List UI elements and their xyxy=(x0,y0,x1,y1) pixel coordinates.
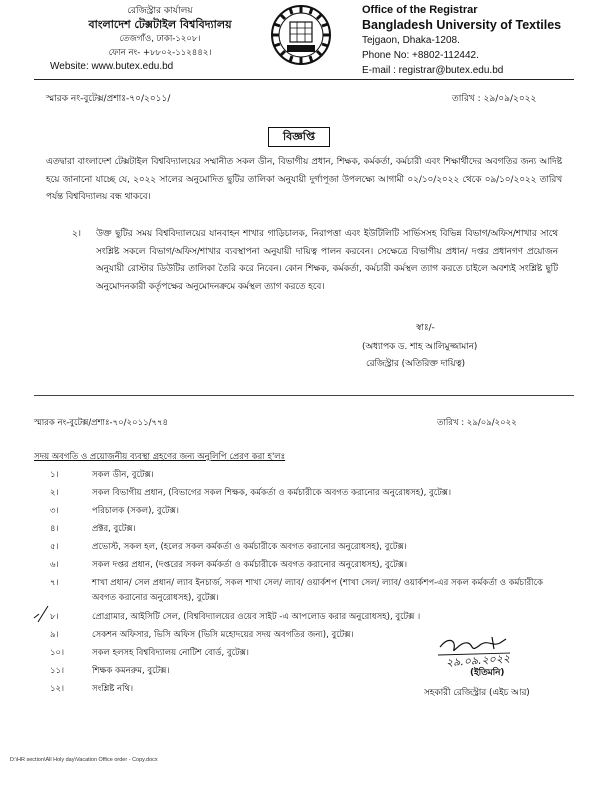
letterhead-english xyxy=(362,3,562,78)
tick-mark-icon xyxy=(32,604,50,624)
list-item-number: ১১। xyxy=(50,666,65,676)
list-item-text: শাখা প্রধান/ সেল প্রধান/ ল্যাব ইনচার্জ, সকল শাখা সেল/ ল্যাব/ ওয়ার্কশপ (শাখা সেল/ ল্যাব/ ওয়ার্কশপ-এর সকল কর্মকর্তা ও কর্মচারীকে অবগত করানোর অনুরোধসহ), বুটেক্স। xyxy=(92,578,543,603)
footer-file-path: D:\HR section\All Holy day\Vacation Office order - Copy.docx xyxy=(10,757,158,763)
list-item-text: সকল হলসহ বিশ্ববিদ্যালয় নোটিশ বোর্ড, বুটেক্স। xyxy=(92,648,249,658)
signature-mark: স্বাঃ/- xyxy=(416,323,435,333)
website: Website: www.butex.edu.bd xyxy=(50,61,174,72)
signatory-designation: রেজিস্ট্রার (অতিরিক্ত দায়িত্ব) xyxy=(366,359,466,369)
memo-reference: স্মারক নং-বুটেক্স/প্রশাঃ-৭০/২০১১/ xyxy=(46,94,171,104)
office-name-bn: রেজিস্ট্রার কার্যালয় xyxy=(127,6,193,16)
address-bn: তেজগাঁও, ঢাকা-১২০৮। xyxy=(119,34,201,44)
signatory2-name: (ইতিমনি) xyxy=(470,668,505,678)
paragraph-2-number: ২। xyxy=(72,229,81,239)
list-item-text: শিক্ষক কমনরুম, বুটেক্স। xyxy=(92,666,170,676)
list-item-text: প্রভোস্ট, সকল হল, (হলের সকল কর্মকর্তা ও কর্মচারীকে অবগত করানোর অনুরোধসহ), বুটেক্স। xyxy=(92,542,407,552)
memo2-reference: স্মারক নং-বুটেক্স/প্রশাঃ-৭০/২০১১/৭৭৪ xyxy=(34,418,169,428)
notice-paragraph-2: উক্ত ছুটির সময় বিশ্ববিদ্যালয়ের যানবাহন শাখার গাড়িচালক, নিরাপত্তা এবং ইউটিলিটি সার্ভিসসহ বিভিন্ন বিভাগ/অফিস/শাখার সাথে সংশ্লিষ্ট সকলে বিভাগ/অফিস/শাখার ব্যবস্থাপনা অনুযায়ী দায়িত্ব পালন করবেন। সেক্ষেত্রে বিভাগীয় প্রধান/ দপ্তর প্রধানগণ প্রয়োজন অনুযায়ী রোস্টার ডিউটির তালিকা তৈরি করে নিবেন। কোন শিক্ষক, কর্মকর্তা, কর্মচারী কর্মস্থল ত্যাগ করতে চাইলে অবশ্যই সংশ্লিষ্ট ছুটি অনুমোদনকারী কর্তৃপক্ষের অনুমোদনক্রমে কর্মস্থল ত্যাগ করতে হবে। xyxy=(96,229,558,292)
handwritten-date: ২৯.০৯.২০২২ xyxy=(445,651,511,670)
list-item-number: ১০। xyxy=(50,648,65,658)
list-item-number: ৩। xyxy=(50,506,59,516)
list-item-number: ৪। xyxy=(50,524,59,534)
phone-en: Phone No: +8802-112442. xyxy=(362,50,479,61)
list-item-text: পরিচালক (সকল), বুটেক্স। xyxy=(92,506,179,516)
email-en: E-mail : registrar@butex.edu.bd xyxy=(362,65,504,76)
list-item-number: ৯। xyxy=(50,630,59,640)
signatory2-designation: সহকারী রেজিস্ট্রার (এইচ আর) xyxy=(424,688,530,698)
list-item-text: সকল বিভাগীয় প্রধান, (বিভাগের সকল শিক্ষক, কর্মকর্তা ও কর্মচারীকে অবগত করানোর অনুরোধসহ), বুটেক্স। xyxy=(92,488,452,498)
list-item-text: সেকশন অফিসার, ভিসি অফিস (ভিসি মহোদয়ের সদয় অবগতির জন্য), বুটেক্স। xyxy=(92,630,354,640)
list-item-text: সকল ডীন, বুটেক্স। xyxy=(92,470,154,480)
list-item-number: ৮। xyxy=(50,612,59,622)
list-item-number: ৫। xyxy=(50,542,59,552)
header-divider xyxy=(34,79,574,80)
list-item-number: ২। xyxy=(50,488,59,498)
address-en: Tejgaon, Dhaka-1208. xyxy=(362,35,460,46)
list-item-number: ৭। xyxy=(50,578,59,588)
list-item-text: প্রোগ্রামার, আইসিটি সেল, (বিশ্ববিদ্যালয়ের ওয়েব সাইট -এ আপলোড করার অনুরোধসহ), বুটেক্স । xyxy=(92,612,421,622)
university-name-bn: বাংলাদেশ টেক্সটাইল বিশ্ববিদ্যালয় xyxy=(88,18,232,31)
memo-date: তারিখ : ২৯/০৯/২০২২ xyxy=(452,94,537,104)
list-item-text: সংশ্লিষ্ট নথি। xyxy=(92,684,134,694)
list-item-text: সকল দপ্তর প্রধান, (দপ্তরের সকল কর্মকর্তা ও কর্মচারীকে অবগত করানোর অনুরোধসহ), বুটেক্স। xyxy=(92,560,408,570)
notice-paragraph-1: এতদ্বারা বাংলাদেশ টেক্সটাইল বিশ্ববিদ্যালয়ের সম্মানীত সকল ডীন, বিভাগীয় প্রধান, শিক্ষক, কর্মকর্তা, কর্মচারী এবং শিক্ষার্থীদের অবগতির জন্য আদিষ্ট হয়ে জানানো যাচ্ছে যে, ২০২২ সালের অনুমোদিত ছুটির তালিকা অনুযায়ী দুর্গাপূজা উপলক্ষ্যে আগামী ০২/১০/২০২২ থেকে ০৯/১০/২০২২ তারিখ পর্যন্ত বিশ্ববিদ্যালয় বন্ধ থাকবে। xyxy=(46,157,562,202)
copy-intro: সদয় অবগতি ও প্রয়োজনীয় ব্যবস্থা গ্রহণের জন্য অনুলিপি প্রেরণ করা হ'লঃ xyxy=(34,452,286,462)
section-divider xyxy=(34,395,574,396)
list-item-number: ১২। xyxy=(50,684,65,694)
letterhead-bangla xyxy=(50,4,260,74)
university-logo-icon xyxy=(270,4,332,66)
list-item-number: ৬। xyxy=(50,560,59,570)
university-name-en: Bangladesh University of Textiles xyxy=(362,18,562,32)
list-item-number: ১। xyxy=(50,470,59,480)
memo2-date: তারিখ : ২৯/০৯/২০২২ xyxy=(437,418,517,428)
list-item-text: প্রক্টর, বুটেক্স। xyxy=(92,524,136,534)
notice-title: বিজ্ঞপ্তি xyxy=(268,127,330,147)
phone-bn: ফোন নং- +৮৮০২-১১২৪৪২। xyxy=(108,48,212,58)
office-name-en: Office of the Registrar xyxy=(362,4,478,16)
signatory-name: (অধ্যাপক ড. শাহ আলিমুজ্জামান) xyxy=(362,342,478,352)
